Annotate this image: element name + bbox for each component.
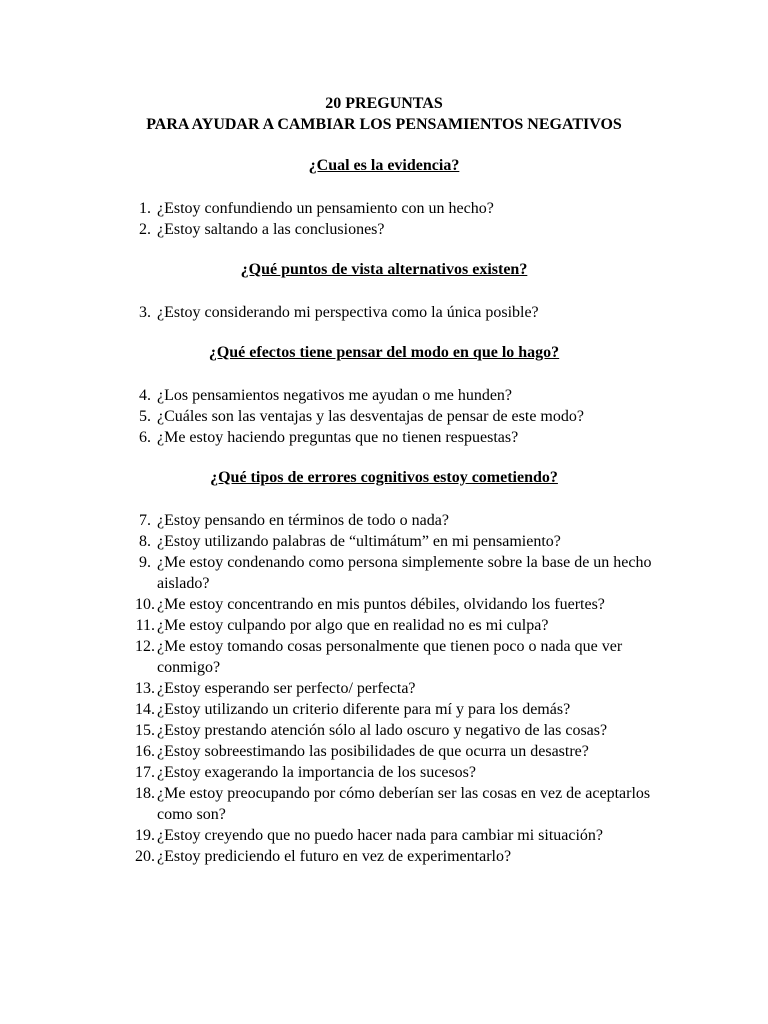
- item-text: ¿Me estoy condenando como persona simplemente sobre la base de un hecho aislado?: [157, 554, 652, 592]
- item-number: 4.: [139, 387, 151, 404]
- item-text: ¿Cuáles son las ventajas y las desventajas de pensar de este modo?: [157, 408, 584, 425]
- list-item: [0, 699, 667, 720]
- item-text: ¿Estoy saltando a las conclusiones?: [157, 221, 385, 238]
- item-number: 8.: [139, 533, 151, 550]
- item-number: 3.: [139, 304, 151, 321]
- item-number: 6.: [139, 429, 151, 446]
- item-text: ¿Estoy sobreestimando las posibilidades de que ocurra un desastre?: [157, 743, 589, 760]
- list-item: [0, 219, 667, 240]
- document-title-line1: 20 PREGUNTAS: [325, 95, 443, 112]
- list-item: [0, 302, 667, 323]
- list-item: [0, 846, 667, 867]
- list-item: [0, 531, 667, 552]
- list-item: [0, 552, 667, 594]
- item-number: 15.: [135, 722, 155, 739]
- item-number: 12.: [135, 638, 155, 655]
- section-heading-cognitive-errors: ¿Qué tipos de errores cognitivos estoy cometiendo?: [210, 469, 558, 486]
- item-text: ¿Estoy prestando atención sólo al lado oscuro y negativo de las cosas?: [157, 722, 608, 739]
- section-heading-effects: ¿Qué efectos tiene pensar del modo en que lo hago?: [208, 344, 560, 361]
- item-text: ¿Me estoy tomando cosas personalmente que tienen poco o nada que ver conmigo?: [157, 638, 623, 676]
- item-number: 16.: [135, 743, 155, 760]
- item-number: 18.: [135, 785, 155, 802]
- list-item: [0, 678, 667, 699]
- item-number: 10.: [135, 596, 155, 613]
- item-text: ¿Estoy creyendo que no puedo hacer nada para cambiar mi situación?: [157, 827, 604, 844]
- list-item: [0, 385, 667, 406]
- list-item: [0, 198, 667, 219]
- item-text: ¿Me estoy culpando por algo que en realidad no es mi culpa?: [157, 617, 549, 634]
- item-number: 2.: [139, 221, 151, 238]
- item-number: 13.: [135, 680, 155, 697]
- item-text: ¿Estoy utilizando palabras de “ultimátum” en mi pensamiento?: [157, 533, 561, 550]
- item-text: ¿Estoy confundiendo un pensamiento con un hecho?: [157, 200, 494, 217]
- list-item: [0, 510, 667, 531]
- list-item: [0, 615, 667, 636]
- item-text: ¿Me estoy concentrando en mis puntos débiles, olvidando los fuertes?: [157, 596, 605, 613]
- item-number: 11.: [135, 617, 155, 634]
- list-item: [0, 783, 667, 825]
- document-title-line2: PARA AYUDAR A CAMBIAR LOS PENSAMIENTOS NEGATIVOS: [146, 116, 622, 133]
- list-item: [0, 406, 667, 427]
- item-number: 7.: [139, 512, 151, 529]
- item-text: ¿Estoy considerando mi perspectiva como la única posible?: [157, 304, 539, 321]
- item-text: ¿Estoy pensando en términos de todo o nada?: [157, 512, 449, 529]
- section-heading-alternatives: ¿Qué puntos de vista alternativos existen?: [240, 261, 528, 278]
- item-number: 14.: [135, 701, 155, 718]
- list-item: [0, 594, 667, 615]
- item-number: 1.: [139, 200, 151, 217]
- question-list-cognitive-errors: [0, 510, 768, 867]
- item-text: ¿Me estoy haciendo preguntas que no tienen respuestas?: [157, 429, 519, 446]
- list-item: [0, 636, 667, 678]
- list-item: [0, 720, 667, 741]
- question-list-evidence: [0, 198, 768, 240]
- list-item: [0, 427, 667, 448]
- item-text: ¿Estoy esperando ser perfecto/ perfecta?: [157, 680, 416, 697]
- section-heading-evidence: ¿Cual es la evidencia?: [308, 157, 460, 174]
- item-text: ¿Estoy prediciendo el futuro en vez de experimentarlo?: [157, 848, 512, 865]
- item-number: 9.: [139, 554, 151, 571]
- item-text: ¿Estoy utilizando un criterio diferente para mí y para los demás?: [157, 701, 571, 718]
- list-item: [0, 741, 667, 762]
- item-number: 5.: [139, 408, 151, 425]
- item-number: 17.: [135, 764, 155, 781]
- question-list-effects: [0, 385, 768, 448]
- list-item: [0, 825, 667, 846]
- item-text: ¿Los pensamientos negativos me ayudan o me hunden?: [157, 387, 513, 404]
- item-number: 20.: [135, 848, 155, 865]
- question-list-alternatives: [0, 302, 768, 323]
- list-item: [0, 762, 667, 783]
- item-text: ¿Me estoy preocupando por cómo deberían ser las cosas en vez de aceptarlos como son?: [157, 785, 651, 823]
- item-text: ¿Estoy exagerando la importancia de los sucesos?: [157, 764, 476, 781]
- item-number: 19.: [135, 827, 155, 844]
